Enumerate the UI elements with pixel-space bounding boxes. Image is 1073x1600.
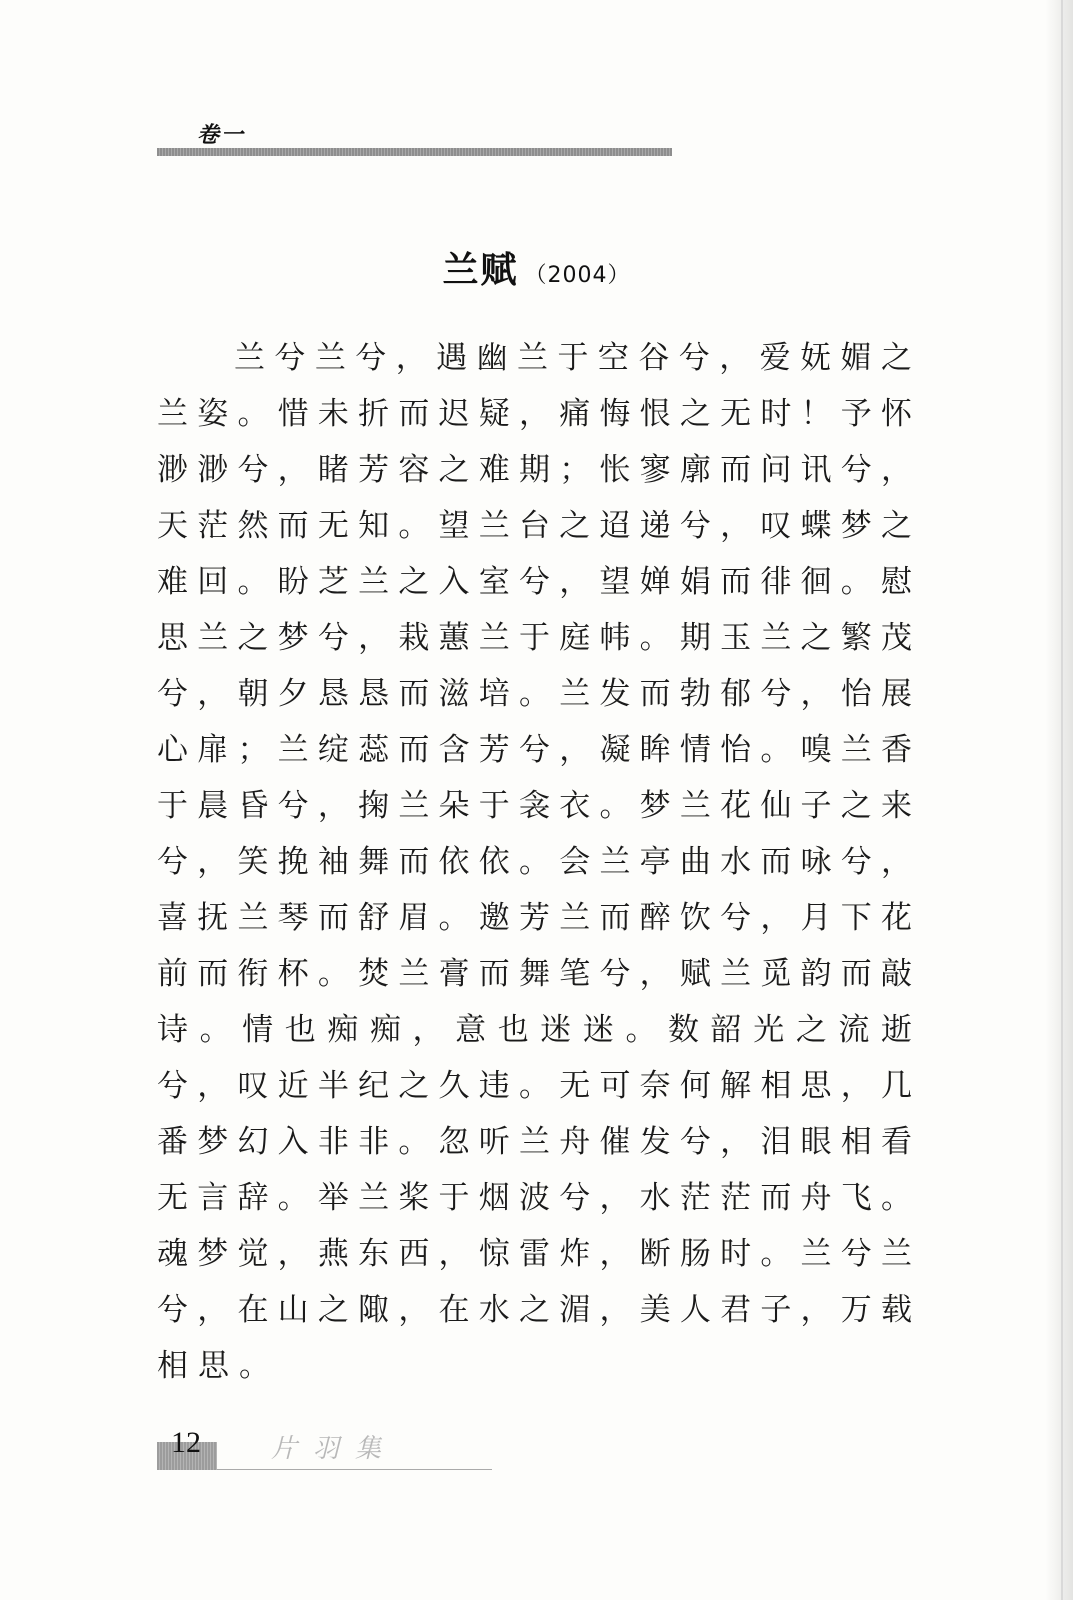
title-main: 兰赋 [442, 250, 519, 291]
body-line: 魂梦觉，燕东西，惊雷炸，断肠时。兰兮兰 [157, 1236, 912, 1272]
running-header [157, 118, 672, 162]
poem-title [0, 242, 1073, 293]
body-line: 诗。情也痴痴，意也迷迷。数韶光之流逝 [157, 1012, 912, 1048]
poem-body [157, 330, 912, 1394]
page-number: 12 [171, 1426, 201, 1459]
body-line: 番梦幻入非非。忽听兰舟催发兮，泪眼相看 [157, 1124, 912, 1160]
body-line: 难回。盼芝兰之入室兮，望婵娟而徘徊。慰 [157, 564, 912, 600]
footer-rule [217, 1469, 492, 1470]
body-line: 兰兮兰兮，遇幽兰于空谷兮，爱妩媚之 [234, 340, 912, 376]
body-line: 喜抚兰琴而舒眉。邀芳兰而醉饮兮，月下花 [157, 900, 912, 936]
body-line: 于晨昏兮，掬兰朵于衾衣。梦兰花仙子之来 [157, 788, 912, 824]
scan-edge-line [1061, 0, 1063, 1600]
body-line: 渺渺兮，睹芳容之难期；怅寥廓而问讯兮， [157, 452, 912, 488]
body-line: 兮，笑挽袖舞而依依。会兰亭曲水而咏兮， [157, 844, 912, 880]
body-line: 无言辞。举兰桨于烟波兮，水茫茫而舟飞。 [157, 1180, 912, 1216]
body-line: 兮，叹近半纪之久违。无可奈何解相思，几 [157, 1068, 912, 1104]
scan-edge-shadow [1045, 0, 1073, 1600]
book-title: 片羽集 [271, 1434, 398, 1464]
running-footer [157, 1428, 492, 1476]
body-line: 思兰之梦兮，栽蕙兰于庭帏。期玉兰之繁茂 [157, 620, 912, 656]
body-line: 前而衔杯。焚兰膏而舞笔兮，赋兰觅韵而敲 [157, 956, 912, 992]
body-line: 兰姿。惜未折而迟疑，痛悔恨之无时！予怀 [157, 396, 912, 432]
body-line: 相思。 [157, 1348, 280, 1384]
title-year: （2004） [524, 263, 631, 288]
header-rule [157, 148, 672, 156]
body-line: 心扉；兰绽蕊而含芳兮，凝眸情怡。嗅兰香 [157, 732, 912, 768]
body-line: 天茫然而无知。望兰台之迢递兮，叹蝶梦之 [157, 508, 912, 544]
body-line: 兮，在山之陬，在水之湄，美人君子，万载 [157, 1292, 912, 1328]
volume-label: 卷一 [197, 123, 246, 148]
body-line: 兮，朝夕恳恳而滋培。兰发而勃郁兮，怡展 [157, 676, 912, 712]
